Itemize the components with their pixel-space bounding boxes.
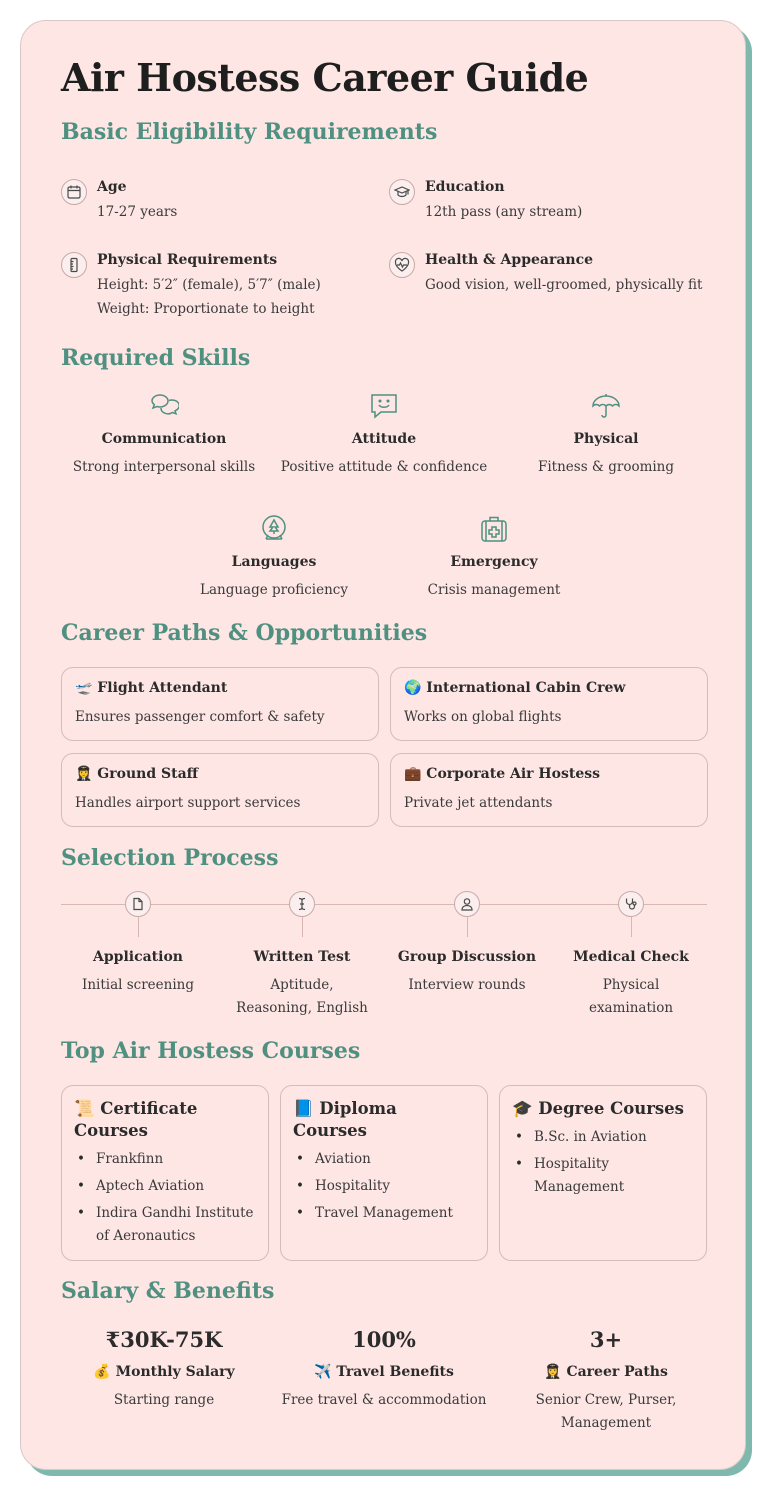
timeline-stem xyxy=(467,917,468,937)
salary-career-paths xyxy=(501,1327,711,1435)
step-label: Application xyxy=(93,949,183,965)
career-title: 💼 Corporate Air Hostess xyxy=(404,766,600,782)
physical-weight: Weight: Proportionate to height xyxy=(97,301,315,317)
first-aid-kit-icon xyxy=(389,514,599,544)
timeline-stem xyxy=(138,917,139,937)
step-desc: Physical examination xyxy=(588,977,674,1016)
skill-emergency xyxy=(389,514,599,598)
salary-monthly xyxy=(59,1327,269,1412)
salary-heading: Salary & Benefits xyxy=(61,1278,275,1304)
user-icon xyxy=(454,891,480,917)
skill-desc: Fitness & grooming xyxy=(537,459,675,475)
salary-desc: Free travel & accommodation xyxy=(281,1392,487,1408)
skill-label: Physical xyxy=(573,431,639,447)
skill-desc: Language proficiency xyxy=(200,582,348,598)
course-list xyxy=(293,1148,475,1225)
career-desc: Handles airport support services xyxy=(75,795,301,811)
course-list xyxy=(512,1126,694,1199)
eligibility-age xyxy=(61,179,177,228)
stethoscope-icon xyxy=(618,891,644,917)
course-list xyxy=(74,1148,256,1248)
skill-desc: Crisis management xyxy=(427,582,561,598)
course-item: • Hospitality Management xyxy=(512,1153,694,1199)
ruler-icon xyxy=(61,252,87,278)
skill-label: Languages xyxy=(231,554,317,570)
salary-label: 💰 Monthly Salary xyxy=(93,1364,235,1380)
career-card-ground-staff xyxy=(61,753,379,827)
salary-value: 100% xyxy=(352,1327,416,1352)
age-value: 17-27 years xyxy=(97,204,178,220)
salary-label: 👩‍✈️ Career Paths xyxy=(544,1364,668,1380)
step-application xyxy=(63,891,213,997)
salary-label: ✈️ Travel Benefits xyxy=(314,1364,454,1380)
course-card-diploma xyxy=(280,1085,488,1261)
course-item: • Aviation xyxy=(293,1148,475,1171)
smile-message-icon xyxy=(279,391,489,421)
step-written-test xyxy=(227,891,377,1020)
step-group-discussion xyxy=(392,891,542,997)
career-card-corporate-air-hostess xyxy=(390,753,708,827)
health-label: Health & Appearance xyxy=(425,252,594,268)
eligibility-heading: Basic Eligibility Requirements xyxy=(61,119,438,145)
salary-value: ₹30K-75K xyxy=(105,1327,223,1352)
selection-heading: Selection Process xyxy=(61,845,279,871)
globe-snow-icon xyxy=(169,514,379,544)
step-medical-check xyxy=(556,891,706,1020)
page-title: Air Hostess Career Guide xyxy=(61,55,589,100)
skill-attitude xyxy=(279,391,489,475)
course-title: 📜 Certificate Courses xyxy=(74,1099,198,1140)
graduation-cap-icon xyxy=(389,179,415,205)
chat-bubbles-icon xyxy=(59,391,269,421)
physical-height: Height: 5′2″ (female), 5′7″ (male) xyxy=(97,277,321,293)
calendar-icon xyxy=(61,179,87,205)
careers-heading: Career Paths & Opportunities xyxy=(61,620,428,646)
skill-label: Attitude xyxy=(351,431,417,447)
step-label: Group Discussion xyxy=(397,949,537,965)
course-item: • Indira Gandhi Institute of Aeronautics xyxy=(74,1202,256,1248)
education-value: 12th pass (any stream) xyxy=(425,204,583,220)
career-desc: Ensures passenger comfort & safety xyxy=(75,709,325,725)
skill-communication xyxy=(59,391,269,475)
education-label: Education xyxy=(425,179,505,195)
salary-desc: Starting range xyxy=(113,1392,215,1408)
physical-label: Physical Requirements xyxy=(97,252,278,268)
career-desc: Private jet attendants xyxy=(404,795,553,811)
skill-desc: Strong interpersonal skills xyxy=(72,459,256,475)
salary-travel xyxy=(279,1327,489,1412)
career-card-international-cabin-crew xyxy=(390,667,708,741)
skills-heading: Required Skills xyxy=(61,345,251,371)
career-title: 👩‍✈️ Ground Staff xyxy=(75,766,199,782)
skill-languages xyxy=(169,514,379,598)
course-card-certificate xyxy=(61,1085,269,1261)
age-label: Age xyxy=(97,179,127,195)
course-item: • Aptech Aviation xyxy=(74,1175,256,1198)
skill-physical xyxy=(501,391,711,475)
salary-desc: Senior Crew, Purser, Management xyxy=(535,1392,677,1431)
step-label: Written Test xyxy=(253,949,351,965)
course-card-degree xyxy=(499,1085,707,1261)
step-label: Medical Check xyxy=(573,949,689,965)
guide-card xyxy=(20,20,746,1470)
career-title: 🛫 Flight Attendant xyxy=(75,680,228,696)
timeline-stem xyxy=(631,917,632,937)
eligibility-health xyxy=(389,252,702,301)
skill-desc: Positive attitude & confidence xyxy=(280,459,488,475)
health-value: Good vision, well-groomed, physically fit xyxy=(425,277,703,293)
career-card-flight-attendant xyxy=(61,667,379,741)
skill-label: Communication xyxy=(101,431,227,447)
career-desc: Works on global flights xyxy=(404,709,562,725)
timeline-stem xyxy=(302,917,303,937)
course-title: 📘 Diploma Courses xyxy=(293,1099,397,1140)
course-item: • Frankfinn xyxy=(74,1148,256,1171)
text-cursor-icon xyxy=(289,891,315,917)
step-desc: Interview rounds xyxy=(408,977,526,993)
document-icon xyxy=(125,891,151,917)
course-item: • Travel Management xyxy=(293,1202,475,1225)
umbrella-icon xyxy=(501,391,711,421)
step-desc: Aptitude, Reasoning, English xyxy=(236,977,368,1016)
course-item: • Hospitality xyxy=(293,1175,475,1198)
career-title: 🌍 International Cabin Crew xyxy=(404,680,626,696)
heart-pulse-icon xyxy=(389,252,415,278)
salary-value: 3+ xyxy=(589,1327,623,1352)
courses-heading: Top Air Hostess Courses xyxy=(61,1038,361,1064)
course-item: • B.Sc. in Aviation xyxy=(512,1126,694,1149)
eligibility-physical xyxy=(61,252,321,325)
step-desc: Initial screening xyxy=(81,977,194,993)
eligibility-education xyxy=(389,179,582,228)
course-title: 🎓 Degree Courses xyxy=(512,1099,684,1118)
skill-label: Emergency xyxy=(450,554,538,570)
